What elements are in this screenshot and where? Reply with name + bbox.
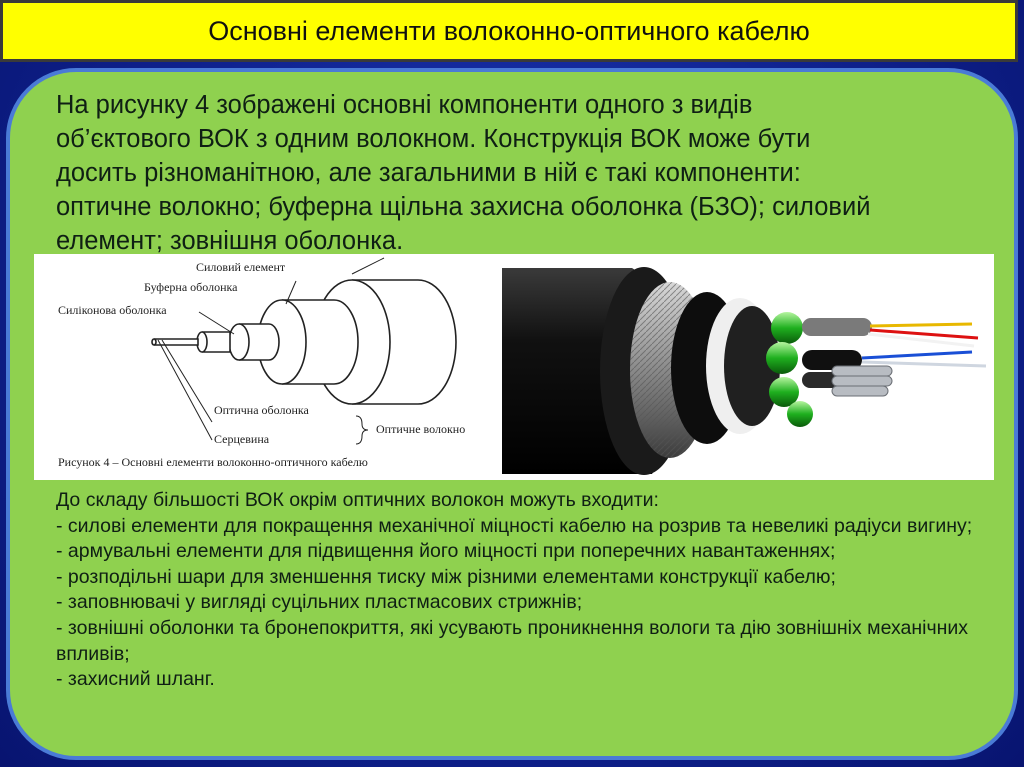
slide-title: Основні елементи волоконно-оптичного кабелю bbox=[208, 15, 810, 46]
intro-paragraph: На рисунку 4 зображені основні компоненти одного з видів об’єктового ВОК з одним волокном. Конструкція ВОК може бути досить різноманітною, але загальними в ній є такі компоненти: оптичне волокно; буферна щільна захисна оболонка (БЗО); силовий елемент; зовнішня оболонка. bbox=[56, 91, 871, 254]
details-heading: До складу більшості ВОК окрім оптичних волокон можуть входити: bbox=[56, 489, 659, 511]
list-item: - силові елементи для покращення механічної міцності кабелю на розрив та невеликі радіуси вигину; bbox=[56, 514, 973, 537]
list-item: - заповнювачі у вигляді суцільних пластмасових стрижнів; bbox=[56, 591, 583, 614]
figure-caption: Рисунок 4 – Основні елементи волоконно-оптичного кабелю bbox=[58, 455, 368, 469]
cable-photo-svg bbox=[502, 254, 994, 480]
list-item: - захисний шланг. bbox=[56, 668, 215, 691]
label-buffer: Буферна оболонка bbox=[144, 280, 238, 294]
label-fiber: Оптичне волокно bbox=[376, 422, 466, 436]
list-item: - армувальні елементи для підвищення його міцності при поперечних навантаженнях; bbox=[56, 540, 836, 563]
label-strength-member: Силовий елемент bbox=[196, 260, 286, 274]
details-list bbox=[56, 488, 996, 750]
label-core: Серцевина bbox=[214, 432, 270, 446]
label-silicone: Силіконова оболонка bbox=[58, 303, 167, 317]
cable-diagram bbox=[34, 254, 502, 480]
title-bar bbox=[0, 0, 1018, 62]
cable-diagram-svg bbox=[34, 254, 502, 480]
cable-photo bbox=[502, 254, 994, 480]
list-item: - зовнішні оболонки та бронепокриття, які усувають проникнення вологи та дію зовнішніх механічних впливів; bbox=[56, 616, 969, 665]
list-item: - розподільні шари для зменшення тиску між різними елементами конструкції кабелю; bbox=[56, 565, 836, 588]
label-cladding: Оптична оболонка bbox=[214, 403, 309, 417]
